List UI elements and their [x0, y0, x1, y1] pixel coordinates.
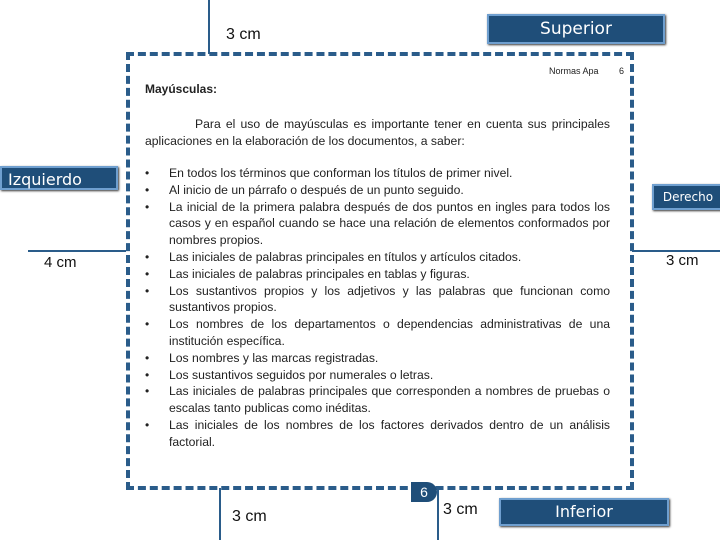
list-item: • Las iniciales de palabras principales en títulos y artículos citados. — [145, 249, 610, 266]
section-title: Mayúsculas: — [145, 82, 218, 96]
running-header: Normas Apa — [549, 66, 599, 76]
top-margin-measure: 3 cm — [226, 26, 261, 43]
bottom-margin-line-left — [219, 488, 221, 540]
list-item: • Las iniciales de palabras principales en tablas y figuras. — [145, 266, 610, 283]
right-margin-measure: 3 cm — [666, 252, 699, 269]
list-item: • Al inicio de un párrafo o después de un punto seguido. — [145, 182, 610, 199]
right-margin-tag: Derecho — [652, 184, 720, 210]
left-margin-tag: Izquierdo — [0, 166, 118, 190]
footer-page-number: 6 — [411, 482, 437, 502]
page-border-right — [630, 52, 634, 490]
page-border-left — [126, 52, 130, 490]
header-page-number: 6 — [619, 66, 625, 76]
list-item: • Los nombres de los departamentos o dependencias administrativas de una institución específica. — [145, 316, 610, 350]
list-item: • En todos los términos que conforman los títulos de primer nivel. — [145, 165, 610, 182]
left-margin-measure: 4 cm — [44, 254, 77, 271]
left-margin-line — [28, 250, 126, 252]
list-item: • Los sustantivos seguidos por numerales o letras. — [145, 367, 610, 384]
list-item: • Las iniciales de palabras principales que corresponden a nombres de pruebas o escalas tanto publicas como inéditas. — [145, 383, 610, 417]
page-border-bottom — [126, 486, 634, 490]
bottom-margin-measure-left: 3 cm — [232, 508, 267, 525]
list-item: • La inicial de la primera palabra después de dos puntos en ingles para todos los casos y en español cuando se hace una relación de elementos conformados por nombres propios. — [145, 199, 610, 249]
top-margin-line — [208, 0, 210, 54]
bullet-list — [145, 165, 610, 451]
bottom-margin-measure-right: 3 cm — [443, 501, 478, 518]
list-item: • Los nombres y las marcas registradas. — [145, 350, 610, 367]
list-item: • Las iniciales de los nombres de los factores derivados dentro de un análisis factorial. — [145, 417, 610, 451]
list-item: • Los sustantivos propios y los adjetivos y las palabras que funcionan como sustantivos propios. — [145, 283, 610, 317]
bottom-margin-line-right — [437, 488, 439, 540]
page-border-top — [126, 52, 634, 56]
top-margin-tag: Superior — [487, 14, 665, 44]
bottom-margin-tag: Inferior — [499, 498, 669, 526]
intro-paragraph: Para el uso de mayúsculas es importante tener en cuenta sus principales aplicaciones en la elaboración de los documentos, a saber: — [145, 117, 610, 148]
